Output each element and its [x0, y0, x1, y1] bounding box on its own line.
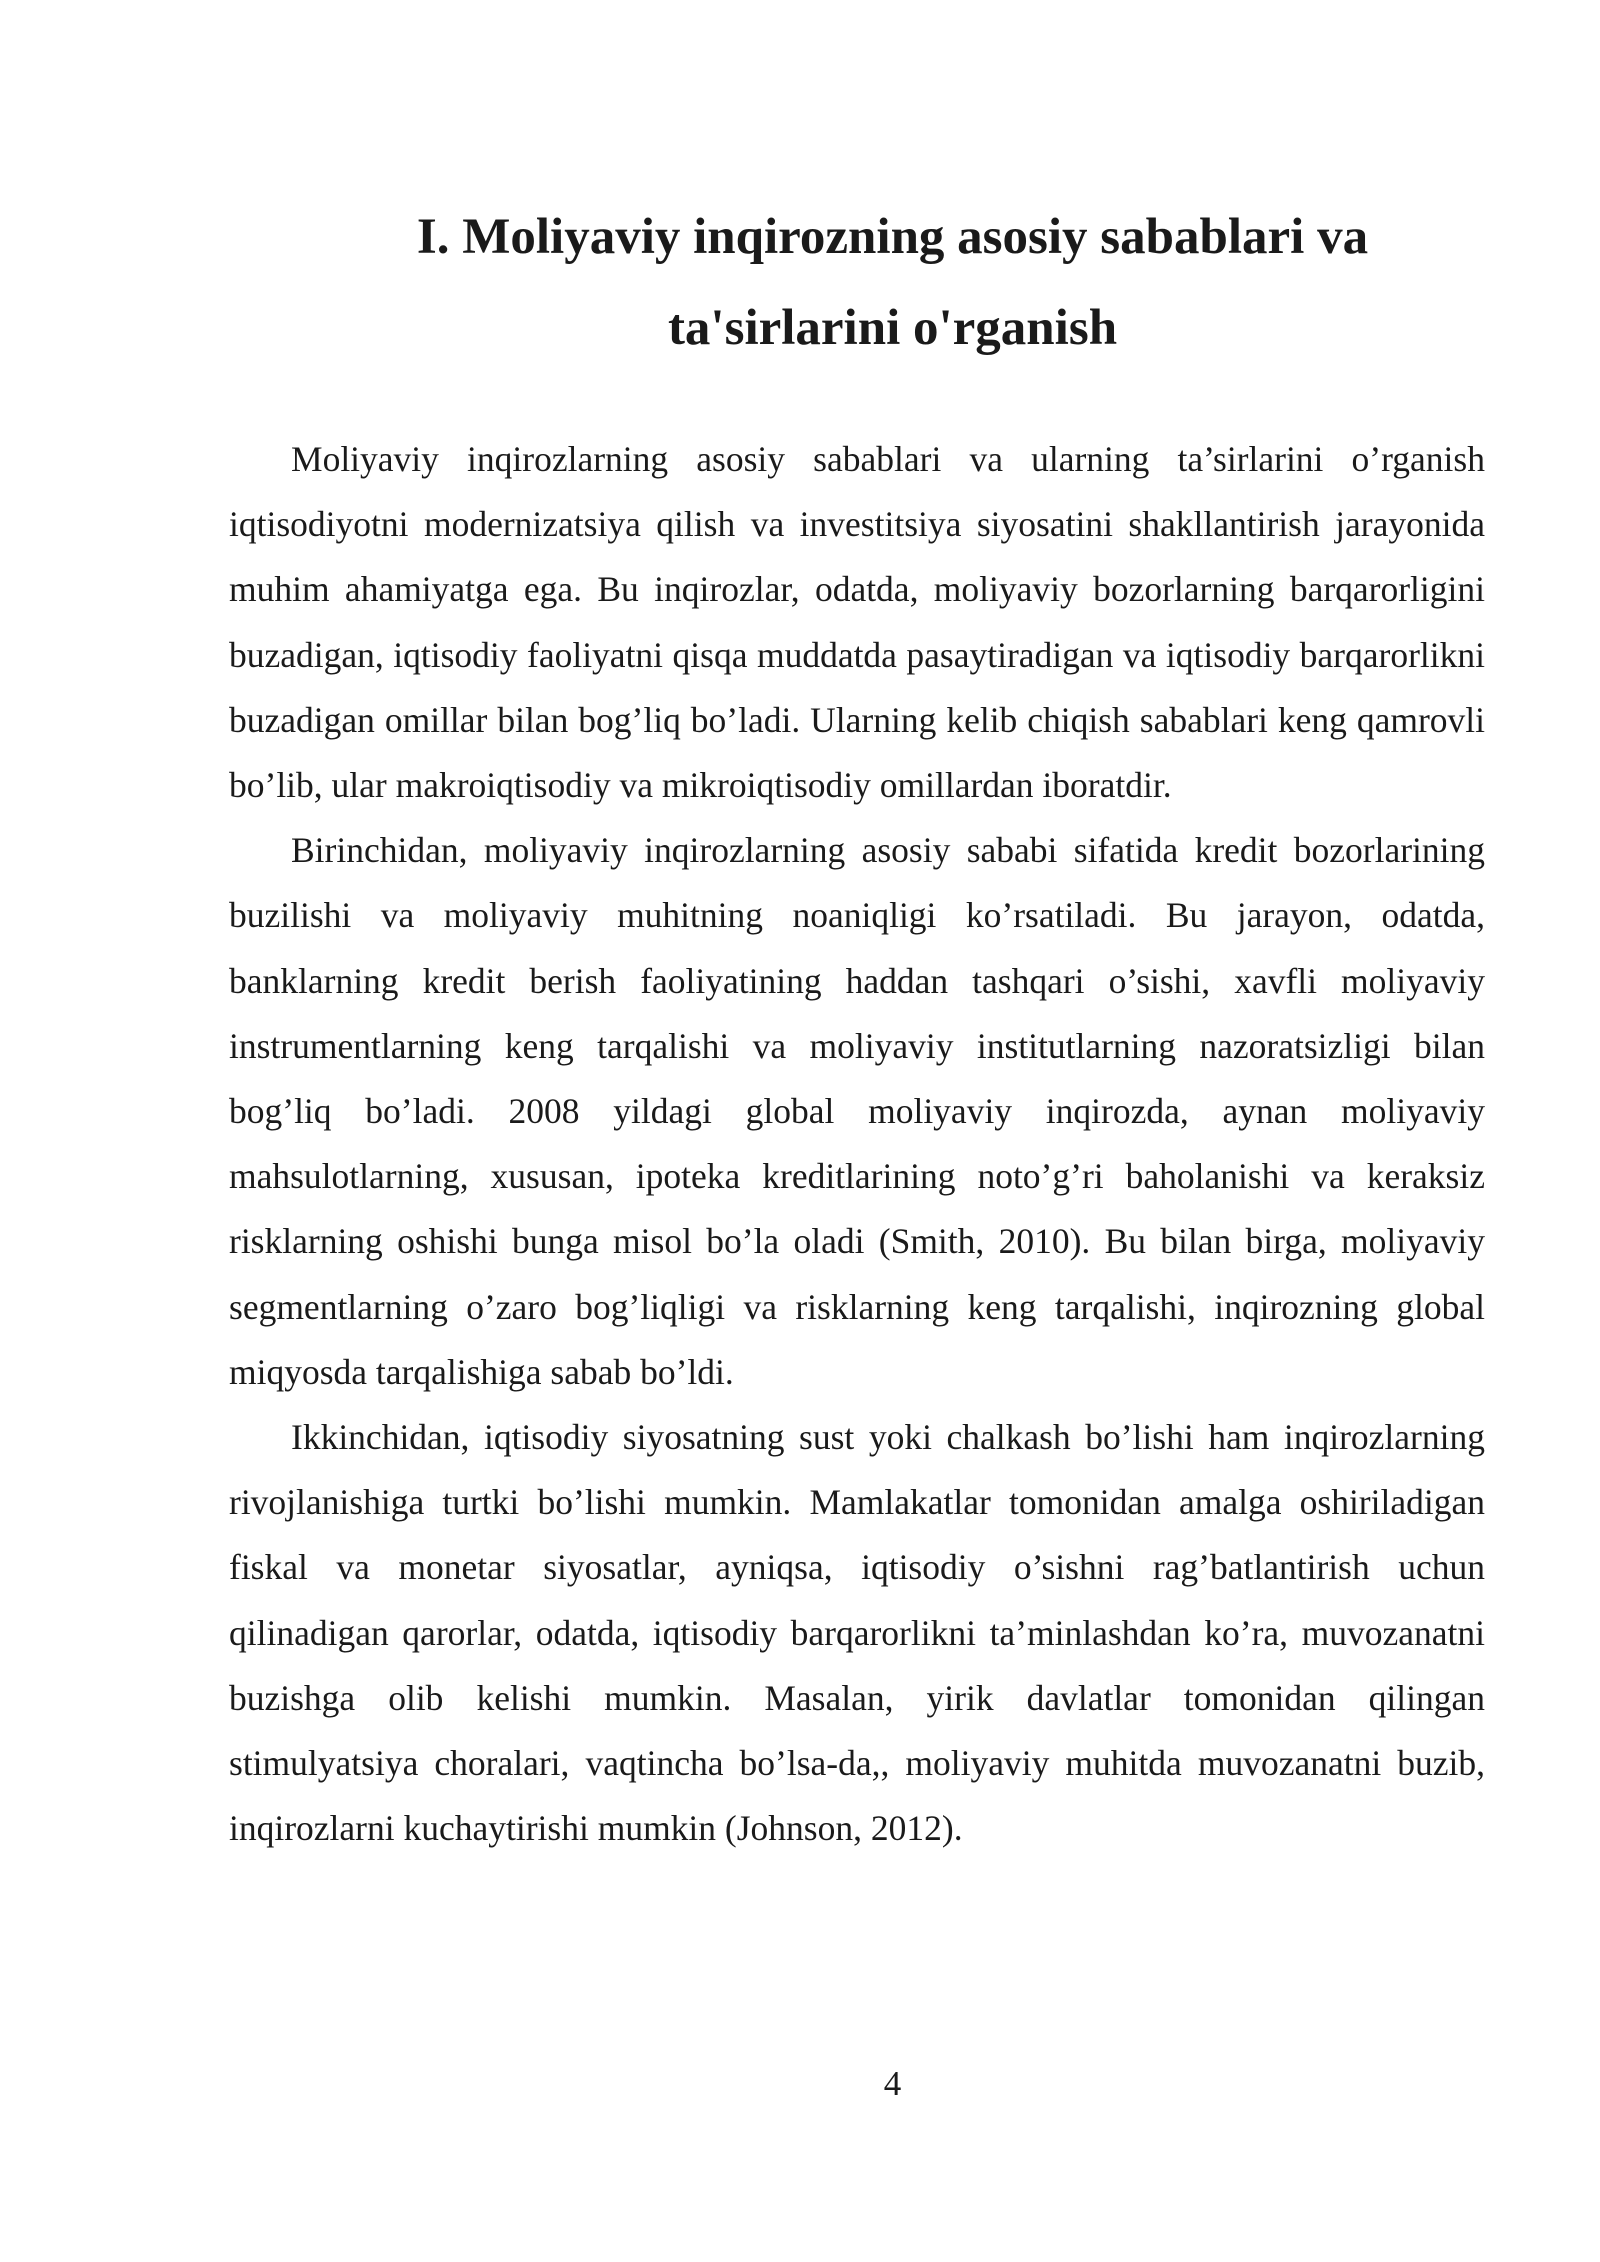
title-line-1: I. Moliyaviy inqirozning asosiy sabablari va	[416, 209, 1369, 265]
paragraph-1: Moliyaviy inqirozlarning asosiy sabablari va ularning ta’sirlarini o’rganish iqtisodiyotni modernizatsiya qilish va investitsiya siyosatini shakllantirish jarayonida muhim ahamiyatga ega. Bu inqirozlar, odatda, moliyaviy bozorlarning barqarorligini buzadigan, iqtisodiy faoliyatni qisqa muddatda pasaytiradigan va iqtisodiy barqarorlikni buzadigan omillar bilan bog’liq bo’ladi. Ularning kelib chiqish sabablari keng qamrovli bo’lib, ular makroiqtisodiy va mikroiqtisodiy omillardan iboratdir.	[229, 439, 1485, 806]
paragraph-2: Birinchidan, moliyaviy inqirozlarning asosiy sababi sifatida kredit bozorlarining buzilishi va moliyaviy muhitning noaniqligi ko’rsatiladi. Bu jarayon, odatda, banklarning kredit berish faoliyatining haddan tashqari o’sishi, xavfli moliyaviy instrumentlarning keng tarqalishi va moliyaviy institutlarning nazoratsizligi bilan bog’liq bo’ladi. 2008 yildagi global moliyaviy inqirozda, aynan moliyaviy mahsulotlarning, xususan, ipoteka kreditlarining noto’g’ri baholanishi va keraksiz risklarning oshishi bunga misol bo’la oladi (Smith, 2010). Bu bilan birga, moliyaviy segmentlarning o’zaro bog’liqligi va risklarning keng tarqalishi, inqirozning global miqyosda tarqalishiga sabab bo’ldi.	[229, 830, 1485, 1392]
page-title	[300, 192, 1485, 374]
paragraph-3: Ikkinchidan, iqtisodiy siyosatning sust yoki chalkash bo’lishi ham inqirozlarning rivojlanishiga turtki bo’lishi mumkin. Mamlakatlar tomonidan amalga oshiriladigan fiskal va monetar siyosatlar, ayniqsa, iqtisodiy o’sishni rag’batlantirish uchun qilinadigan qarorlar, odatda, iqtisodiy barqarorlikni ta’minlashdan ko’ra, muvozanatni buzishga olib kelishi mumkin. Masalan, yirik davlatlar tomonidan qilingan stimulyatsiya choralari, vaqtincha bo’lsa-da,, moliyaviy muhitda muvozanatni buzib, inqirozlarni kuchaytirishi mumkin (Johnson, 2012).	[229, 1417, 1485, 1849]
title-line-2: ta'sirlarini o'rganish	[667, 300, 1118, 356]
body-text	[229, 427, 1485, 1861]
page-number: 4	[883, 2064, 902, 2103]
